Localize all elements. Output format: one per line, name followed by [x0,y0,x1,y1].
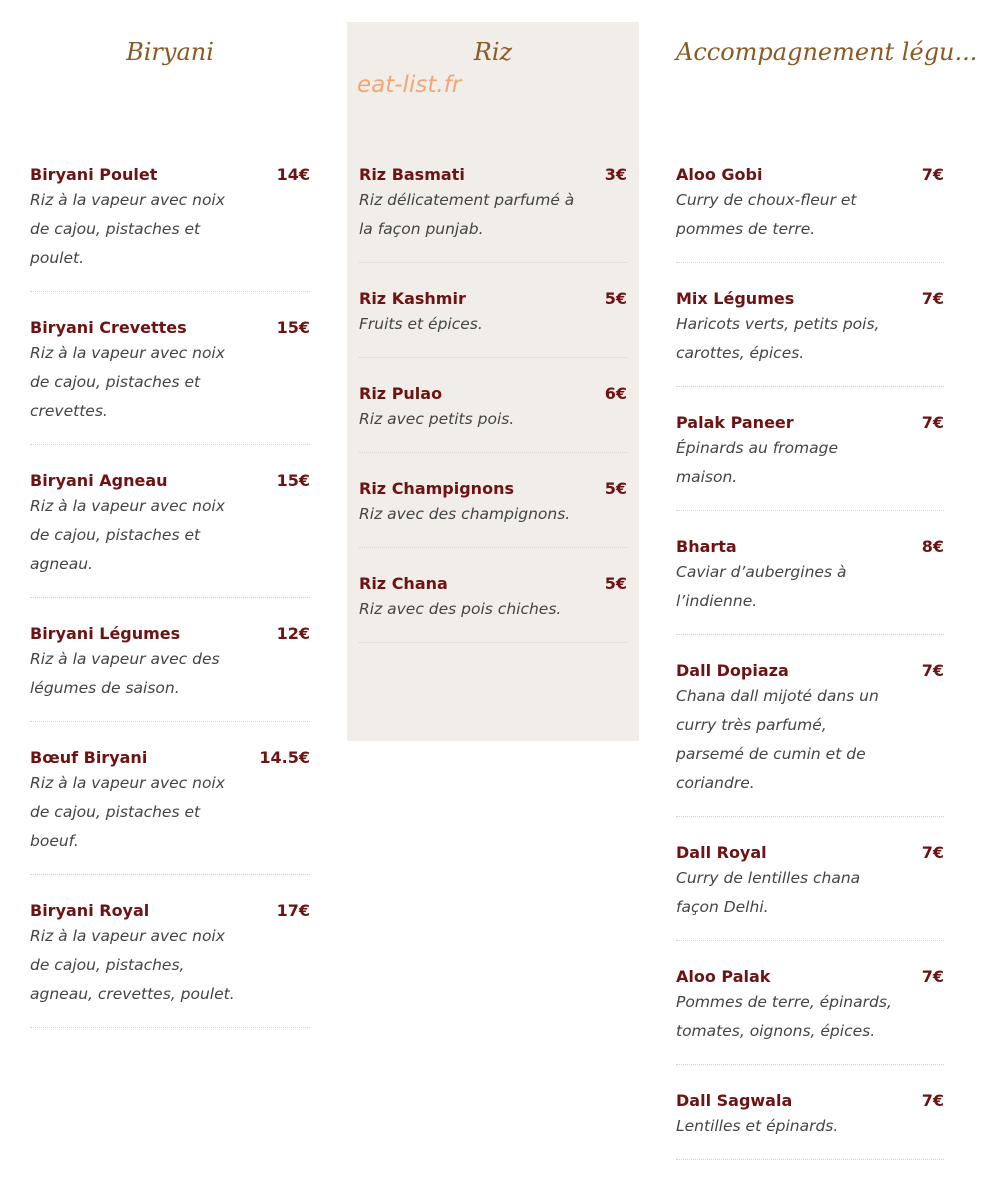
item-price: 5€ [604,479,627,498]
menu-list [676,159,944,1160]
watermark: eat-list.fr [357,72,462,98]
item-description: Caviar d’aubergines à l’indienne. [676,563,847,610]
item-price: 5€ [604,289,627,308]
section-title: Accompagnement légu... [676,38,978,66]
item-price: 14.5€ [259,748,310,767]
item-price: 7€ [921,967,944,986]
item-description: Fruits et épices. [359,315,483,333]
menu-item [359,378,627,453]
menu-list [30,159,310,1028]
menu-item [676,1085,944,1160]
item-name: Biryani Crevettes [30,318,187,337]
menu-column-accompagnement [676,22,978,1180]
menu-column-riz [347,22,639,741]
menu-item [30,895,310,1028]
section-title: Biryani [126,38,214,66]
menu-item [676,655,944,817]
menu-item [359,568,627,643]
item-name: Aloo Gobi [676,165,763,184]
item-description: Riz à la vapeur avec noix de cajou, pistaches et poulet. [30,191,225,267]
item-name: Dall Sagwala [676,1091,793,1110]
menu-item [676,837,944,941]
item-description: Riz avec des champignons. [359,505,571,523]
section-title: Riz [473,38,513,66]
item-price: 3€ [604,165,627,184]
menu-item [30,465,310,598]
item-description: Épinards au fromage maison. [676,439,839,486]
item-description: Chana dall mijoté dans un curry très parfumé, parsemé de cumin et de coriandre. [676,687,879,792]
item-price: 5€ [604,574,627,593]
item-name: Riz Pulao [359,384,443,403]
item-price: 7€ [921,289,944,308]
item-description: Riz à la vapeur avec noix de cajou, pistaches et agneau. [30,497,225,573]
item-name: Biryani Poulet [30,165,158,184]
item-description: Lentilles et épinards. [676,1117,839,1135]
item-description: Riz délicatement parfumé à la façon punjab. [359,191,575,238]
item-price: 12€ [276,624,310,643]
menu-item [676,531,944,635]
item-description: Haricots verts, petits pois, carottes, épices. [676,315,880,362]
item-name: Riz Kashmir [359,289,466,308]
item-name: Dall Dopiaza [676,661,789,680]
item-price: 15€ [276,471,310,490]
item-name: Riz Chana [359,574,448,593]
item-price: 7€ [921,661,944,680]
menu-item [30,742,310,875]
item-name: Bœuf Biryani [30,748,148,767]
item-name: Biryani Légumes [30,624,181,643]
item-description: Riz à la vapeur avec noix de cajou, pistaches, agneau, crevettes, poulet. [30,927,235,1003]
menu-item [30,159,310,292]
item-description: Riz à la vapeur avec noix de cajou, pistaches et crevettes. [30,344,225,420]
item-price: 15€ [276,318,310,337]
item-price: 7€ [921,413,944,432]
item-description: Riz à la vapeur avec noix de cajou, pistaches et boeuf. [30,774,225,850]
item-price: 7€ [921,165,944,184]
item-price: 7€ [921,1091,944,1110]
item-name: Biryani Agneau [30,471,168,490]
item-price: 7€ [921,843,944,862]
item-name: Riz Basmati [359,165,465,184]
item-price: 6€ [604,384,627,403]
item-description: Pommes de terre, épinards, tomates, oignons, épices. [676,993,892,1040]
item-name: Biryani Royal [30,901,150,920]
menu-item [676,283,944,387]
item-name: Dall Royal [676,843,767,862]
item-description: Riz avec petits pois. [359,410,515,428]
menu-item [676,961,944,1065]
item-name: Mix Légumes [676,289,795,308]
item-description: Curry de lentilles chana façon Delhi. [676,869,861,916]
menu-column-biryani [30,22,310,1048]
item-description: Riz avec des pois chiches. [359,600,562,618]
item-price: 17€ [276,901,310,920]
item-name: Palak Paneer [676,413,794,432]
menu-item [676,159,944,263]
menu-item [676,407,944,511]
item-description: Riz à la vapeur avec des légumes de saison. [30,650,220,697]
item-price: 8€ [921,537,944,556]
menu-item [359,159,627,263]
item-name: Bharta [676,537,737,556]
item-name: Riz Champignons [359,479,514,498]
menu-item [30,312,310,445]
item-description: Curry de choux-fleur et pommes de terre. [676,191,857,238]
item-name: Aloo Palak [676,967,771,986]
item-price: 14€ [276,165,310,184]
menu-list [359,159,627,643]
menu-item [359,283,627,358]
menu-item [30,618,310,722]
menu-item [359,473,627,548]
